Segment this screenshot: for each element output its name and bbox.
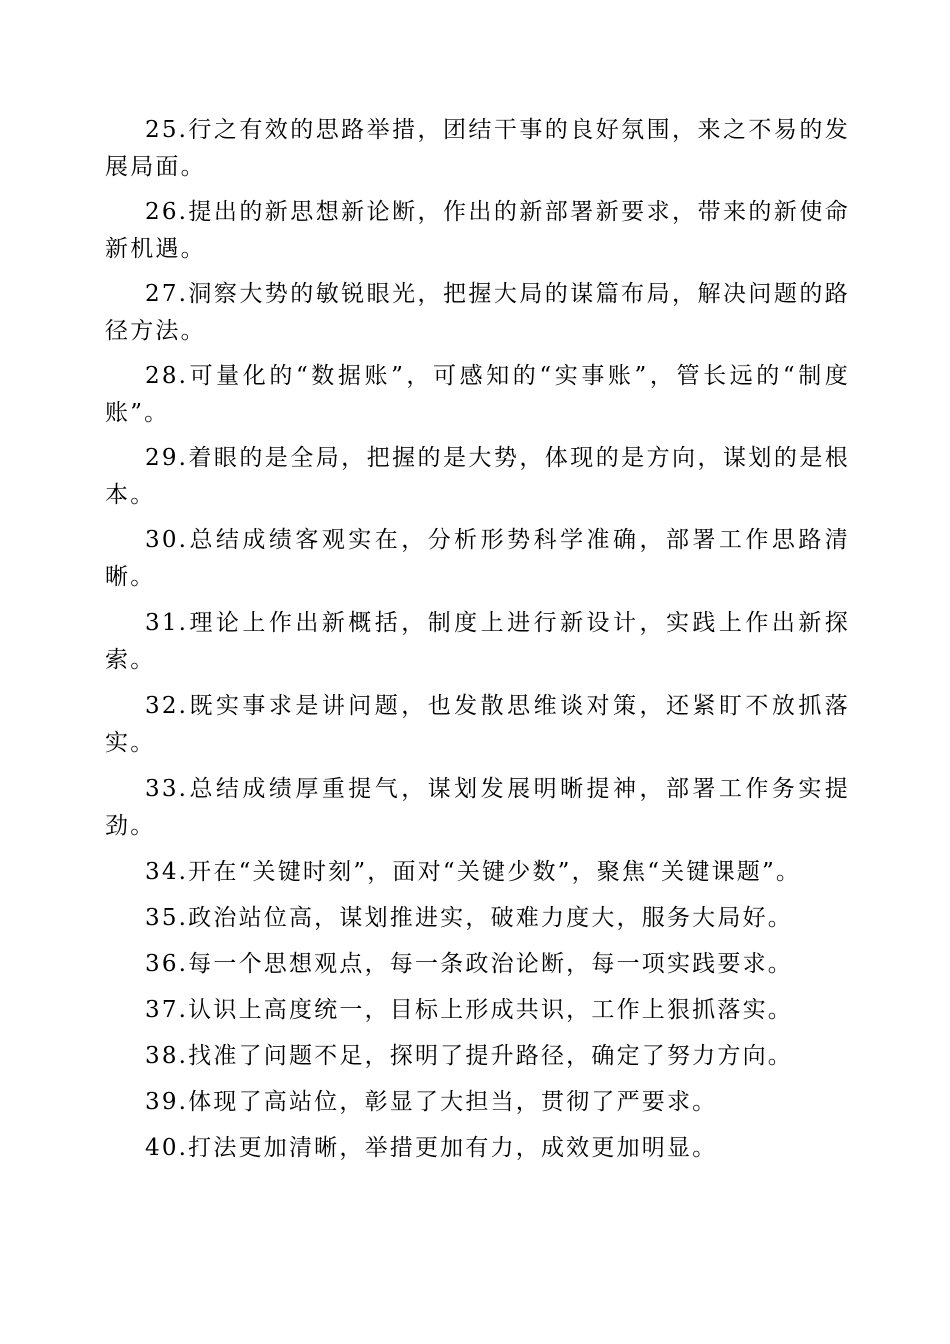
list-item-32: 32.既实事求是讲问题，也发散思维谈对策，还紧盯不放抓落实。 xyxy=(105,693,850,756)
list-item-31: 31.理论上作出新概括，制度上进行新设计，实践上作出新探索。 xyxy=(105,610,850,673)
list-item-29: 29.着眼的是全局，把握的是大势，体现的是方向，谋划的是根本。 xyxy=(105,445,850,508)
list-item-40: 40.打法更加清晰，举措更加有力，成效更加明显。 xyxy=(145,1135,718,1161)
document-body xyxy=(105,112,850,1176)
list-item-36: 36.每一个思想观点，每一条政治论断，每一项实践要求。 xyxy=(145,951,793,977)
list-item-25: 25.行之有效的思路举措，团结干事的良好氛围，来之不易的发展局面。 xyxy=(105,117,850,180)
list-item-26: 26.提出的新思想新论断，作出的新部署新要求，带来的新使命新机遇。 xyxy=(105,199,850,262)
list-item-37: 37.认识上高度统一，目标上形成共识，工作上狠抓落实。 xyxy=(145,997,793,1023)
list-item-28: 28.可量化的“数据账”，可感知的“实事账”，管长远的“制度账”。 xyxy=(105,363,850,426)
list-item-33: 33.总结成绩厚重提气，谋划发展明晰提神，部署工作务实提劲。 xyxy=(105,776,850,839)
list-item-27: 27.洞察大势的敏锐眼光，把握大局的谋篇布局，解决问题的路径方法。 xyxy=(105,281,850,344)
list-item-34: 34.开在“关键时刻”，面对“关键少数”，聚焦“关键课题”。 xyxy=(145,859,802,885)
list-item-38: 38.找准了问题不足，探明了提升路径，确定了努力方向。 xyxy=(145,1043,793,1069)
list-item-30: 30.总结成绩客观实在，分析形势科学准确，部署工作思路清晰。 xyxy=(105,527,850,590)
list-item-35: 35.政治站位高，谋划推进实，破难力度大，服务大局好。 xyxy=(145,905,793,931)
list-item-39: 39.体现了高站位，彰显了大担当，贯彻了严要求。 xyxy=(145,1089,718,1115)
